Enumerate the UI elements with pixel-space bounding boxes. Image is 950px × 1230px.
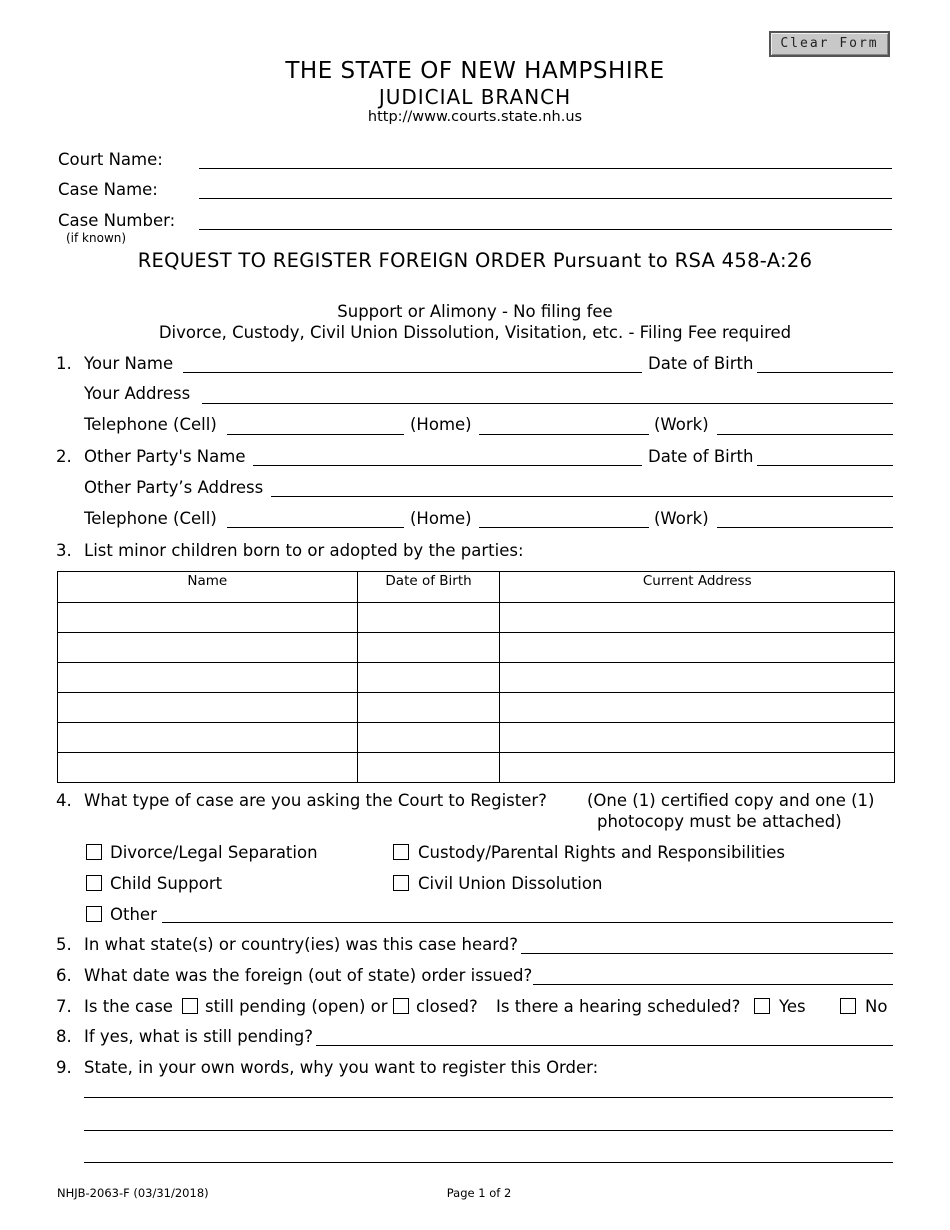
other-tel-home-label: (Home) bbox=[410, 509, 472, 528]
q9-number: 9. bbox=[56, 1058, 72, 1077]
child-name-cell[interactable] bbox=[58, 693, 358, 723]
other-dob-field[interactable] bbox=[757, 465, 893, 466]
q3-number: 3. bbox=[56, 541, 72, 560]
order-date-question: What date was the foreign (out of state) order issued? bbox=[84, 966, 533, 985]
q4-number: 4. bbox=[56, 791, 72, 810]
q1-number: 1. bbox=[56, 354, 72, 373]
case-type-question: What type of case are you asking the Court to Register? bbox=[84, 791, 547, 810]
col-address-header: Current Address bbox=[500, 572, 895, 603]
child-dob-cell[interactable] bbox=[357, 753, 500, 783]
order-date-field[interactable] bbox=[533, 984, 893, 985]
child-name-cell[interactable] bbox=[58, 603, 358, 633]
other-tel-home-field[interactable] bbox=[479, 527, 649, 528]
child-dob-cell[interactable] bbox=[357, 663, 500, 693]
reason-question: State, in your own words, why you want to register this Order: bbox=[84, 1058, 599, 1077]
child-dob-cell[interactable] bbox=[357, 693, 500, 723]
reason-line-1[interactable] bbox=[84, 1097, 893, 1098]
child-name-cell[interactable] bbox=[58, 633, 358, 663]
your-address-label: Your Address bbox=[84, 384, 191, 403]
children-table-header bbox=[58, 572, 895, 603]
other-tel-work-label: (Work) bbox=[654, 509, 709, 528]
form-title: REQUEST TO REGISTER FOREIGN ORDER Pursuant to RSA 458-A:26 bbox=[137, 249, 813, 272]
divorce-checkbox[interactable] bbox=[86, 844, 102, 860]
divorce-label: Divorce/Legal Separation bbox=[110, 843, 318, 862]
children-table bbox=[57, 571, 895, 783]
child-dob-cell[interactable] bbox=[357, 723, 500, 753]
closed-checkbox[interactable] bbox=[393, 998, 409, 1014]
other-tel-work-field[interactable] bbox=[717, 527, 893, 528]
table-row bbox=[58, 603, 895, 633]
court-name-field[interactable] bbox=[199, 168, 892, 169]
your-tel-home-field[interactable] bbox=[479, 434, 649, 435]
child-dob-cell[interactable] bbox=[357, 633, 500, 663]
table-row bbox=[58, 693, 895, 723]
child-address-cell[interactable] bbox=[500, 633, 895, 663]
hearing-yes-checkbox[interactable] bbox=[754, 998, 770, 1014]
other-address-field[interactable] bbox=[271, 496, 893, 497]
reason-line-2[interactable] bbox=[84, 1130, 893, 1131]
your-tel-work-field[interactable] bbox=[717, 434, 893, 435]
your-dob-field[interactable] bbox=[757, 372, 893, 373]
your-tel-home-label: (Home) bbox=[410, 415, 472, 434]
other-tel-cell-label: Telephone (Cell) bbox=[84, 509, 217, 528]
child-dob-cell[interactable] bbox=[357, 603, 500, 633]
case-name-label: Case Name: bbox=[58, 180, 158, 199]
reason-line-3[interactable] bbox=[84, 1162, 893, 1163]
branch-title: JUDICIAL BRANCH bbox=[378, 85, 572, 109]
court-name-label: Court Name: bbox=[58, 150, 163, 169]
your-tel-work-label: (Work) bbox=[654, 415, 709, 434]
table-row bbox=[58, 663, 895, 693]
is-the-case-label: Is the case bbox=[84, 997, 173, 1016]
case-number-field[interactable] bbox=[199, 229, 892, 230]
case-name-field[interactable] bbox=[199, 198, 892, 199]
q7-number: 7. bbox=[56, 997, 72, 1016]
fee-note-1: Support or Alimony - No filing fee bbox=[337, 302, 613, 321]
other-dob-label: Date of Birth bbox=[648, 447, 754, 466]
other-tel-cell-field[interactable] bbox=[227, 527, 404, 528]
your-dob-label: Date of Birth bbox=[648, 354, 754, 373]
child-support-checkbox[interactable] bbox=[86, 875, 102, 891]
civil-union-checkbox[interactable] bbox=[393, 875, 409, 891]
your-tel-cell-field[interactable] bbox=[227, 434, 404, 435]
your-tel-cell-label: Telephone (Cell) bbox=[84, 415, 217, 434]
civil-union-label: Civil Union Dissolution bbox=[418, 874, 603, 893]
hearing-no-label: No bbox=[865, 997, 888, 1016]
other-name-field[interactable] bbox=[253, 465, 642, 466]
pending-label: still pending (open) or bbox=[205, 997, 388, 1016]
hearing-question: Is there a hearing scheduled? bbox=[496, 997, 741, 1016]
custody-label: Custody/Parental Rights and Responsibilities bbox=[418, 843, 785, 862]
q6-number: 6. bbox=[56, 966, 72, 985]
col-dob-header: Date of Birth bbox=[357, 572, 500, 603]
if-known-note: (if known) bbox=[66, 231, 127, 245]
other-label: Other bbox=[110, 905, 157, 924]
child-name-cell[interactable] bbox=[58, 723, 358, 753]
state-heard-field[interactable] bbox=[521, 953, 893, 954]
other-address-label: Other Party’s Address bbox=[84, 478, 264, 497]
child-address-cell[interactable] bbox=[500, 663, 895, 693]
still-pending-field[interactable] bbox=[316, 1045, 893, 1046]
other-name-label: Other Party's Name bbox=[84, 447, 246, 466]
child-address-cell[interactable] bbox=[500, 693, 895, 723]
hearing-no-checkbox[interactable] bbox=[840, 998, 856, 1014]
hearing-yes-label: Yes bbox=[779, 997, 806, 1016]
still-pending-question: If yes, what is still pending? bbox=[84, 1027, 314, 1046]
q8-number: 8. bbox=[56, 1027, 72, 1046]
child-support-label: Child Support bbox=[110, 874, 223, 893]
other-checkbox[interactable] bbox=[86, 906, 102, 922]
other-field[interactable] bbox=[162, 922, 893, 923]
page-number: Page 1 of 2 bbox=[446, 1186, 512, 1200]
child-address-cell[interactable] bbox=[500, 723, 895, 753]
fee-note-2: Divorce, Custody, Civil Union Dissolution, Visitation, etc. - Filing Fee required bbox=[158, 323, 792, 342]
q5-number: 5. bbox=[56, 935, 72, 954]
copy-note-2: photocopy must be attached) bbox=[597, 812, 842, 831]
copy-note-1: (One (1) certified copy and one (1) bbox=[587, 791, 875, 810]
form-id: NHJB-2063-F (03/31/2018) bbox=[57, 1186, 209, 1200]
child-address-cell[interactable] bbox=[500, 603, 895, 633]
table-row bbox=[58, 633, 895, 663]
court-url: http://www.courts.state.nh.us bbox=[367, 109, 583, 125]
state-heard-question: In what state(s) or country(ies) was this case heard? bbox=[84, 935, 518, 954]
your-name-label: Your Name bbox=[84, 354, 174, 373]
closed-label: closed? bbox=[416, 997, 478, 1016]
case-number-label: Case Number: bbox=[58, 211, 176, 230]
child-name-cell[interactable] bbox=[58, 753, 358, 783]
your-name-field[interactable] bbox=[183, 372, 642, 373]
pending-checkbox[interactable] bbox=[182, 998, 198, 1014]
child-address-cell[interactable] bbox=[500, 753, 895, 783]
custody-checkbox[interactable] bbox=[393, 844, 409, 860]
state-title: THE STATE OF NEW HAMPSHIRE bbox=[285, 58, 665, 84]
your-address-field[interactable] bbox=[202, 403, 893, 404]
table-row bbox=[58, 753, 895, 783]
q2-number: 2. bbox=[56, 447, 72, 466]
children-heading: List minor children born to or adopted by the parties: bbox=[84, 541, 524, 560]
child-name-cell[interactable] bbox=[58, 663, 358, 693]
table-row bbox=[58, 723, 895, 753]
col-name-header: Name bbox=[58, 572, 358, 603]
clear-form-button[interactable]: Clear Form bbox=[769, 31, 890, 57]
